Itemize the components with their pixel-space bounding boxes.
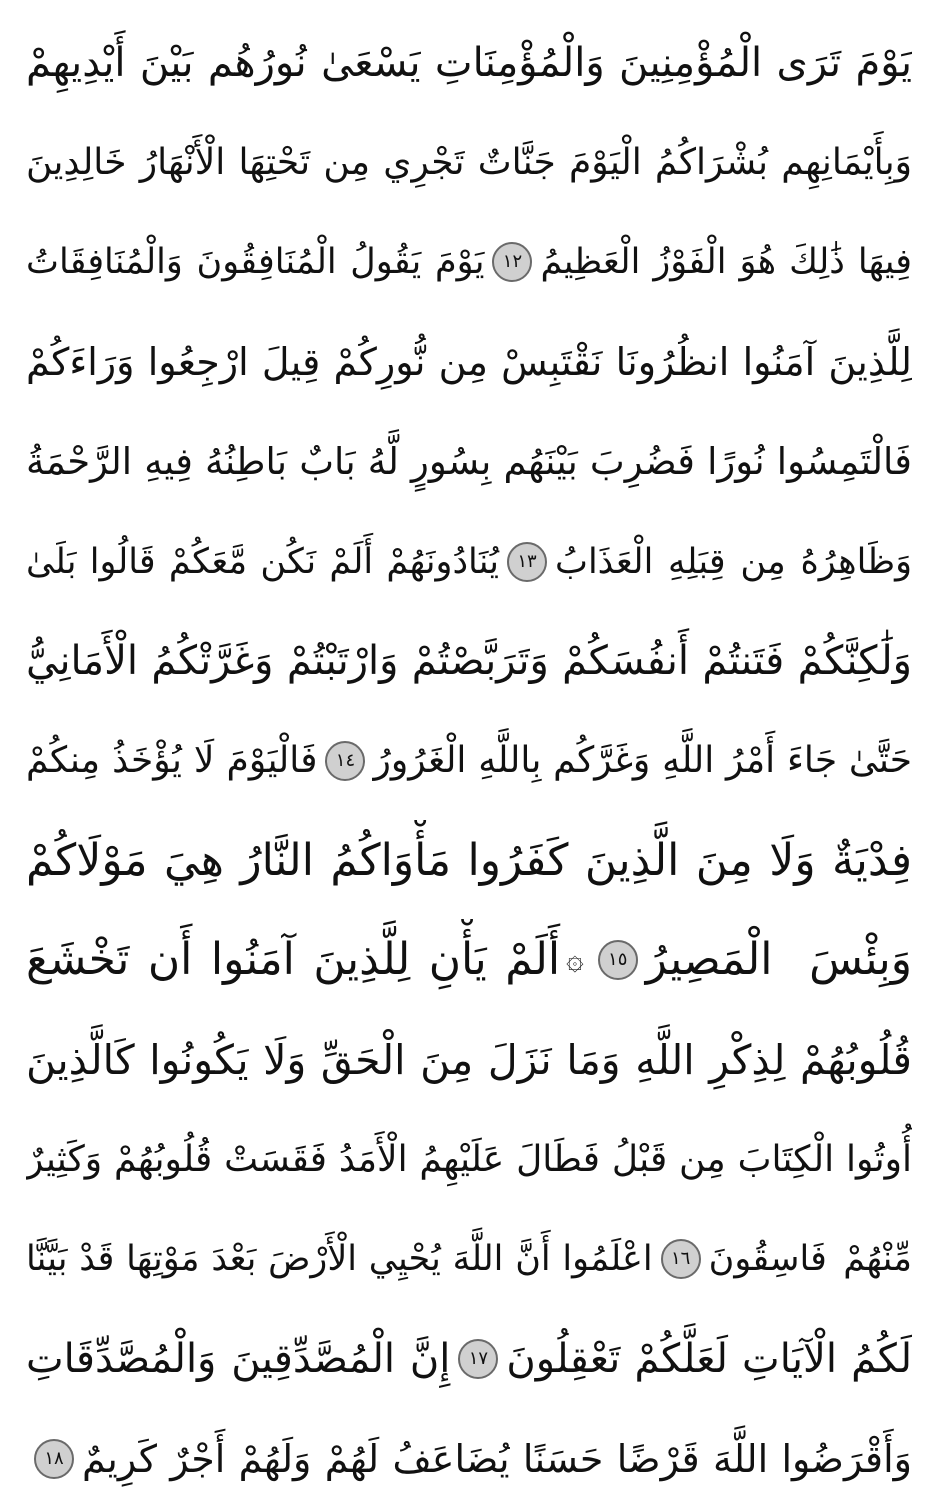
verse-line xyxy=(26,22,912,104)
verse-text: يَوْمَ تَرَى الْمُؤْمِنِينَ وَالْمُؤْمِنَاتِ يَسْعَىٰ نُورُهُم بَيْنَ أَيْدِيهِمْ xyxy=(26,40,912,86)
verse-text: أُوتُوا الْكِتَابَ مِن قَبْلُ فَطَالَ عَلَيْهِمُ الْأَمَدُ فَقَسَتْ قُلُوبُهُمْ وَكَثِيرٌ xyxy=(26,1138,912,1180)
verse-line xyxy=(26,321,912,403)
verse-text: وَأَقْرَضُوا اللَّهَ قَرْضًا حَسَنًا يُضَاعَفُ لَهُمْ وَلَهُمْ أَجْرٌ كَرِيمٌ xyxy=(82,1436,912,1481)
verse-text: وَظَاهِرُهُ مِن قِبَلِهِ الْعَذَابُ xyxy=(555,541,912,582)
verse-text: حَتَّىٰ جَاءَ أَمْرُ اللَّهِ وَغَرَّكُم بِاللَّهِ الْغَرُورُ xyxy=(373,739,912,781)
verse-line xyxy=(26,221,912,303)
verse-line xyxy=(26,1418,912,1500)
verse-line xyxy=(26,122,912,204)
verse-line xyxy=(26,421,912,503)
verse-text: اعْلَمُوا أَنَّ اللَّهَ يُحْيِي الْأَرْضَ بَعْدَ مَوْتِهَا قَدْ بَيَّنَّا xyxy=(26,1239,653,1280)
verse-text: وَلَٰكِنَّكُمْ فَتَنتُمْ أَنفُسَكُمْ وَتَرَبَّصْتُمْ وَارْتَبْتُمْ وَغَرَّتْكُمُ الْأَمَانِيُّ xyxy=(26,638,912,685)
verse-text: يَوْمَ يَقُولُ الْمُنَافِقُونَ وَالْمُنَافِقَاتُ xyxy=(26,242,485,283)
verse-line xyxy=(26,820,912,902)
verse-line xyxy=(26,1318,912,1400)
ayah-number-marker: ١٨ xyxy=(34,1439,74,1479)
ayah-number-marker: ١٣ xyxy=(507,542,547,582)
verse-line xyxy=(26,620,912,702)
verse-text: مِّنْهُمْ فَاسِقُونَ xyxy=(708,1239,912,1280)
ayah-number-marker: ١٥ xyxy=(598,940,638,980)
verse-text: يُنَادُونَهُمْ أَلَمْ نَكُن مَّعَكُمْ قَالُوا بَلَىٰ xyxy=(26,541,499,582)
verse-line xyxy=(26,1019,912,1101)
ayah-number-marker: ١٦ xyxy=(661,1239,701,1279)
verse-text: فِدْيَةٌ وَلَا مِنَ الَّذِينَ كَفَرُوا مَأْوَاكُمُ النَّارُ هِيَ مَوْلَاكُمْ xyxy=(26,834,912,886)
hizb-marker-icon: ۞ xyxy=(566,942,584,978)
verse-line xyxy=(26,1218,912,1300)
ayah-number-marker: ١٤ xyxy=(325,741,365,781)
verse-text: وَبِأَيْمَانِهِم بُشْرَاكُمُ الْيَوْمَ جَنَّاتٌ تَجْرِي مِن تَحْتِهَا الْأَنْهَارُ خَالِدِينَ xyxy=(26,141,912,183)
verse-line xyxy=(26,1119,912,1201)
verse-line xyxy=(26,720,912,802)
verse-text: لِلَّذِينَ آمَنُوا انظُرُونَا نَقْتَبِسْ مِن نُّورِكُمْ قِيلَ ارْجِعُوا وَرَاءَكُمْ xyxy=(26,340,912,385)
verse-text: فَالْتَمِسُوا نُورًا فَضُرِبَ بَيْنَهُم بِسُورٍ لَّهُ بَابٌ بَاطِنُهُ فِيهِ الرَّحْمَةُ xyxy=(26,439,912,483)
verse-line xyxy=(26,521,912,603)
verse-text: إِنَّ الْمُصَّدِّقِينَ وَالْمُصَّدِّقَاتِ xyxy=(26,1336,451,1383)
verse-text: أَلَمْ يَأْنِ لِلَّذِينَ آمَنُوا أَن تَخْشَعَ xyxy=(26,934,561,986)
verse-text: فَالْيَوْمَ لَا يُؤْخَذُ مِنكُمْ xyxy=(26,739,318,781)
ayah-number-marker: ١٧ xyxy=(458,1339,498,1379)
verse-line xyxy=(26,919,912,1001)
ayah-number-marker: ١٢ xyxy=(492,242,532,282)
verse-text: لَكُمُ الْآيَاتِ لَعَلَّكُمْ تَعْقِلُونَ xyxy=(506,1336,912,1383)
verse-text: فِيهَا ذَٰلِكَ هُوَ الْفَوْزُ الْعَظِيمُ xyxy=(540,242,912,283)
verse-text: وَبِئْسَ الْمَصِيرُ xyxy=(645,934,912,986)
verse-text: قُلُوبُهُمْ لِذِكْرِ اللَّهِ وَمَا نَزَلَ مِنَ الْحَقِّ وَلَا يَكُونُوا كَالَّذِينَ xyxy=(26,1036,912,1085)
